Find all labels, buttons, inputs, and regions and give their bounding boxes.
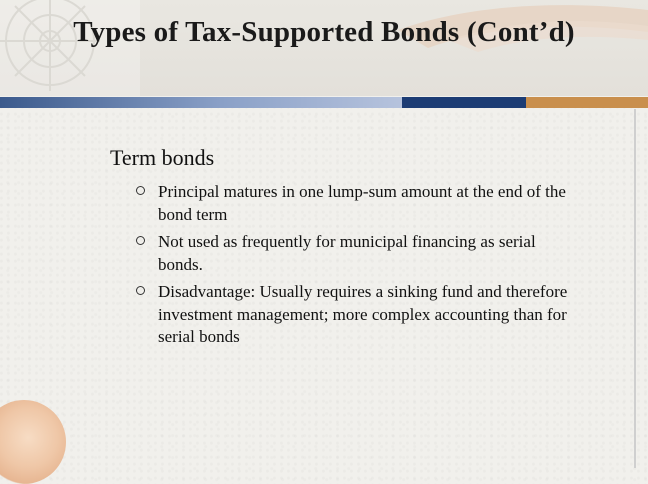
- list-item: [110, 281, 580, 349]
- bullet-text: Not used as frequently for municipal financing as serial bonds.: [158, 232, 536, 274]
- circle-icon: [0, 400, 66, 484]
- right-edge-rule: [634, 109, 636, 468]
- section-heading: Term bonds: [110, 145, 215, 170]
- hollow-circle-bullet-icon: [136, 286, 145, 295]
- divider-bar-light-blue: [0, 97, 402, 108]
- slide-body: [110, 145, 580, 354]
- list-item: [110, 231, 580, 276]
- hollow-circle-bullet-icon: [136, 236, 145, 245]
- divider-bar-tan: [526, 97, 648, 108]
- divider-bar-dark-blue: [402, 97, 526, 108]
- divider-bar: [0, 97, 648, 109]
- list-item: [110, 181, 580, 226]
- bullet-list: [110, 181, 580, 349]
- hollow-circle-bullet-icon: [136, 186, 145, 195]
- bullet-text: Principal matures in one lump-sum amount at the end of the bond term: [158, 182, 566, 224]
- slide-title: Types of Tax-Supported Bonds (Cont’d): [73, 16, 575, 48]
- bullet-text: Disadvantage: Usually requires a sinking fund and therefore investment management; more complex accounting than for serial bonds: [158, 282, 568, 346]
